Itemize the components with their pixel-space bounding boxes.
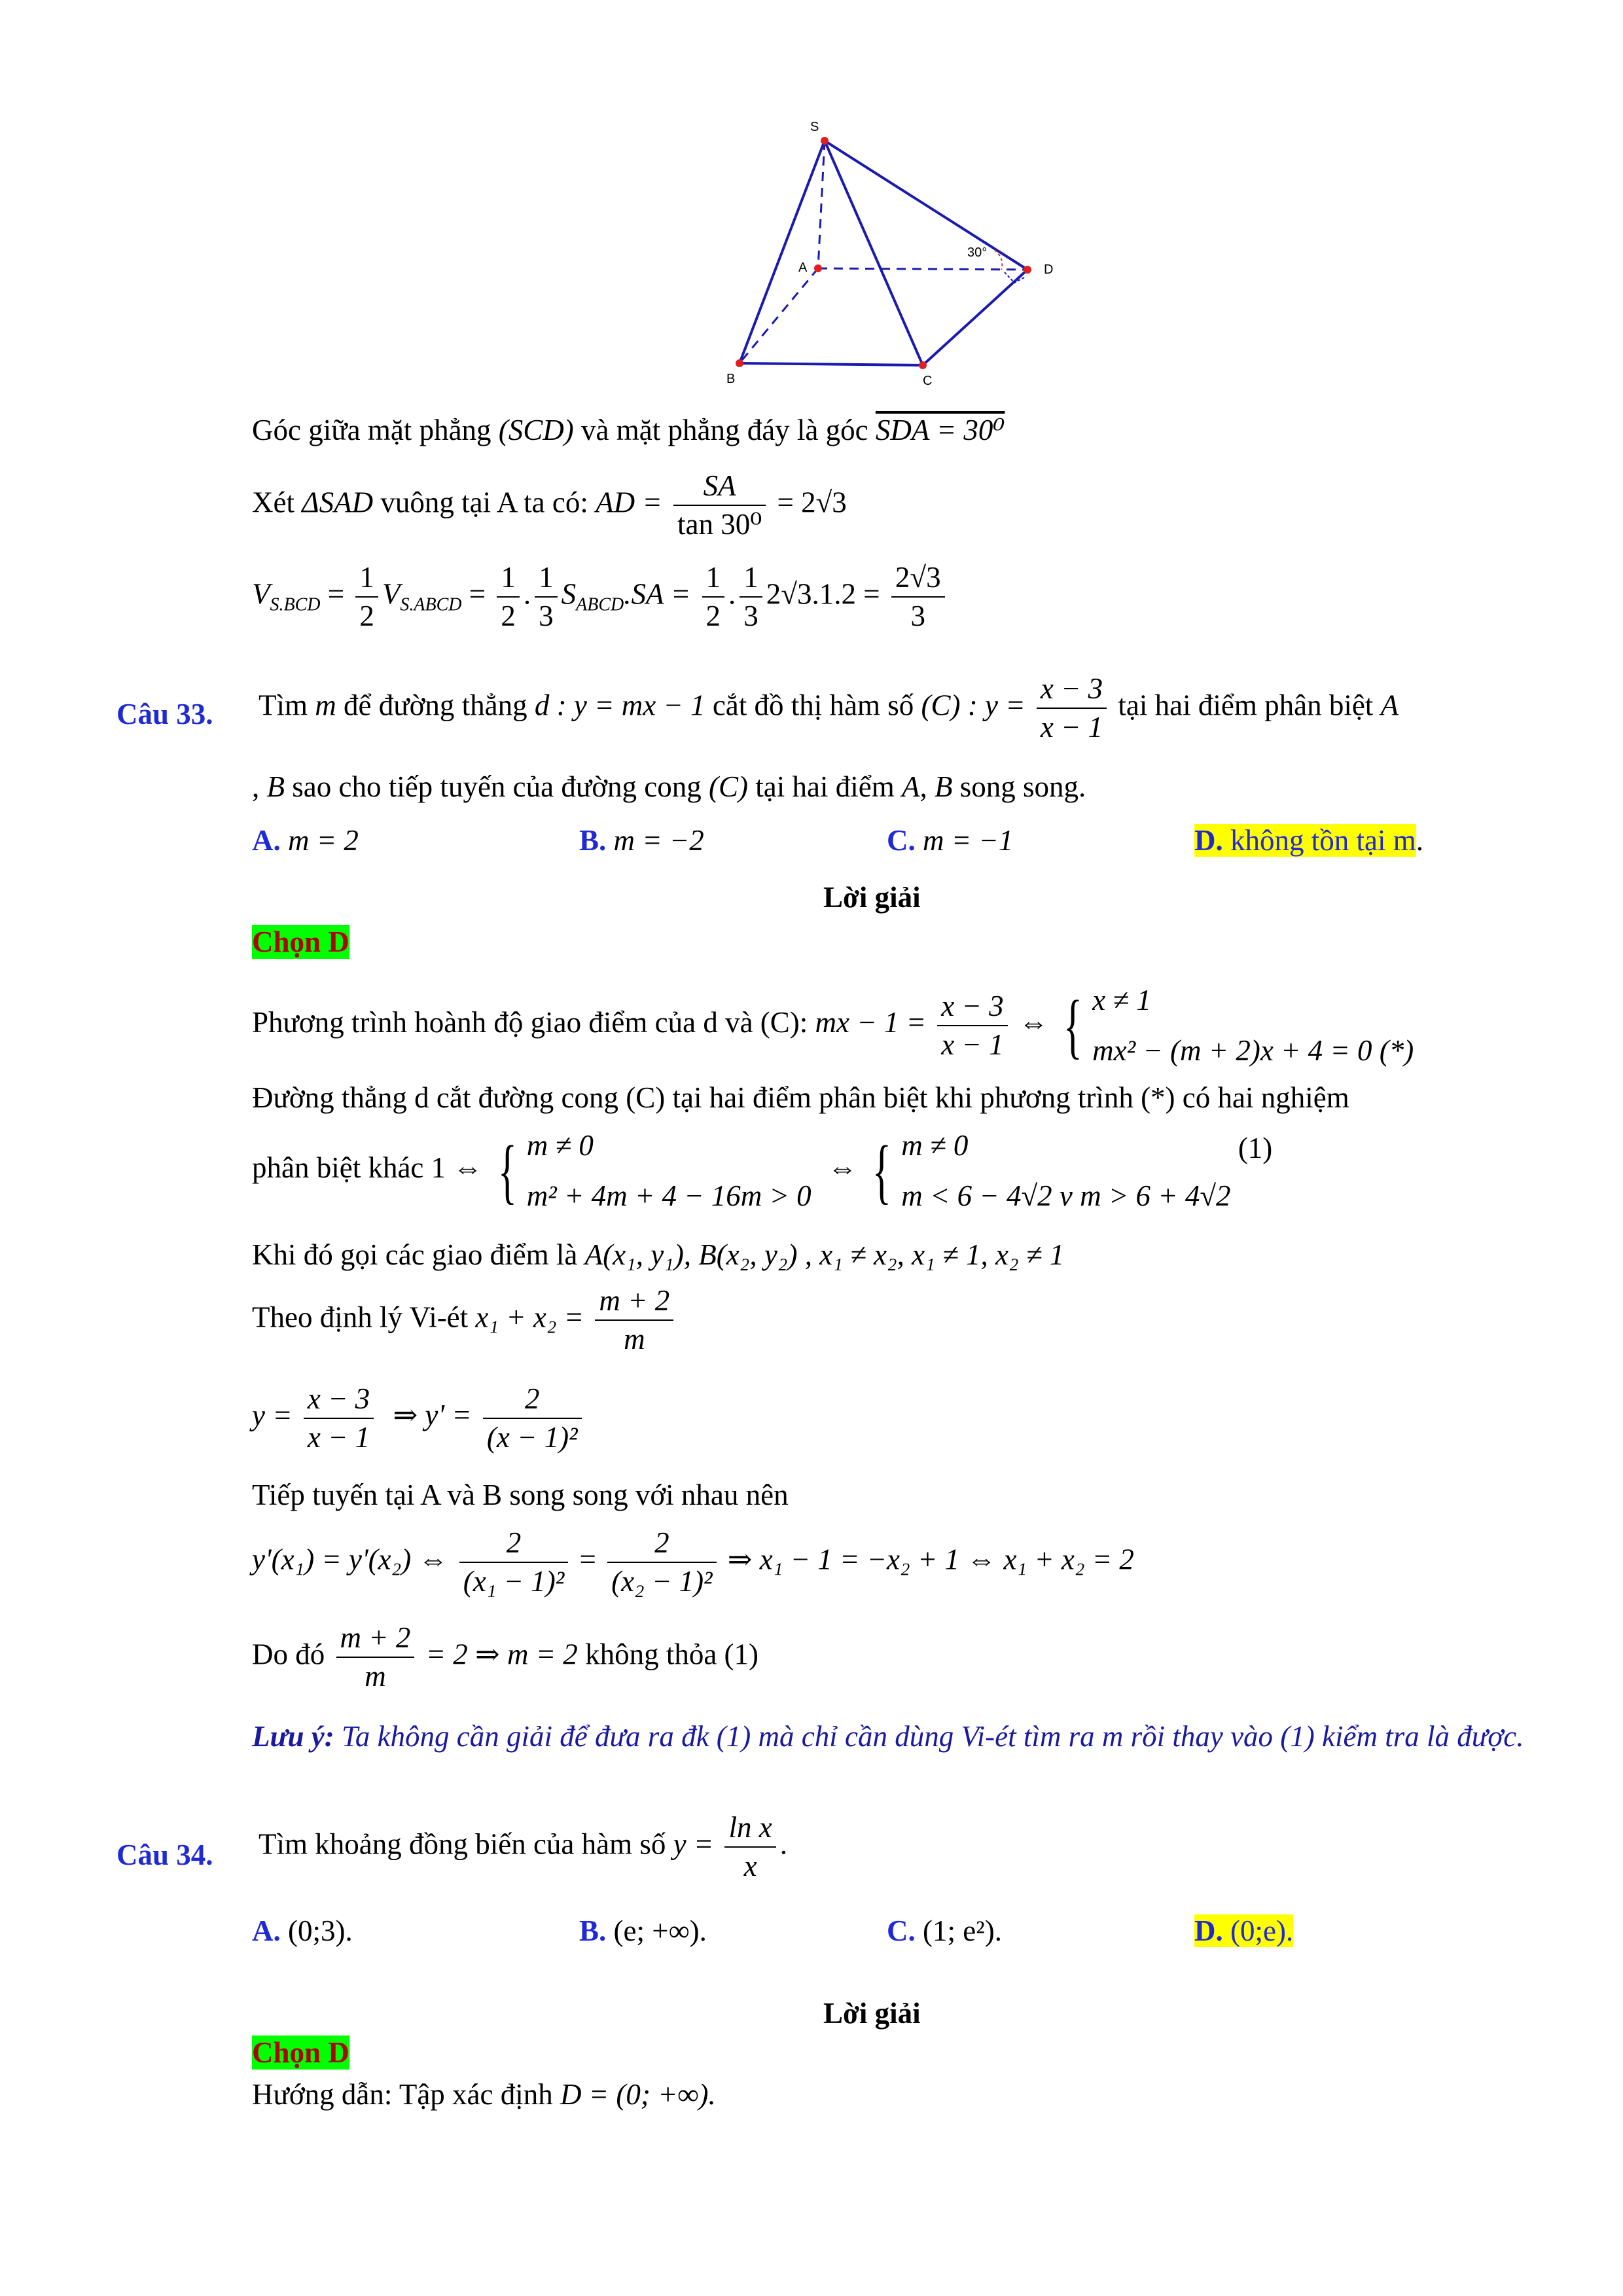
q33-step-3 <box>252 1121 1272 1221</box>
brace: { <box>1063 985 1083 1066</box>
math: S <box>561 577 577 611</box>
math: SDA = 30⁰ <box>875 414 1005 446</box>
text: sao cho tiếp tuyến của đường cong <box>292 770 702 803</box>
fraction <box>891 563 945 631</box>
text: song song. <box>959 770 1086 803</box>
math: (C) : y = <box>921 689 1026 722</box>
text: tại hai điểm <box>755 770 895 803</box>
num: 1 <box>740 563 762 598</box>
point-A <box>814 264 822 272</box>
den: 3 <box>539 600 554 632</box>
q34-answer-badge: Chọn D <box>252 2036 349 2069</box>
text: tại hai điểm phân biệt <box>1118 689 1374 722</box>
sys-row: m < 6 − 4√2 v m > 6 + 4√2 <box>901 1179 1231 1212</box>
fraction <box>459 1528 568 1596</box>
text: . <box>779 1827 787 1861</box>
question-34-number: Câu 34. <box>116 1839 213 1871</box>
fraction <box>673 471 766 539</box>
equation-tag: (1) <box>1238 1131 1273 1164</box>
sub: S.ABCD <box>400 594 462 615</box>
fraction <box>304 1384 374 1452</box>
option-value: m = 2 <box>288 824 359 857</box>
math: A, B <box>901 770 953 803</box>
fraction <box>702 563 725 631</box>
system <box>1092 975 1414 1075</box>
q33-option-c[interactable] <box>887 826 1013 855</box>
prev-line-1 <box>252 416 1005 445</box>
math: D = (0; +∞). <box>560 2078 716 2111</box>
edge-SC <box>825 141 923 365</box>
q33-option-d[interactable] <box>1194 826 1423 855</box>
sys-row: x ≠ 1 <box>1092 984 1151 1016</box>
q34-option-c[interactable] <box>887 1916 1002 1946</box>
q33-line-2 <box>252 772 1086 802</box>
math: ⇔ <box>453 1151 483 1184</box>
option-letter: B. <box>579 1914 607 1947</box>
math: ⇒ y' = <box>393 1399 472 1432</box>
den: 2 <box>705 600 721 632</box>
q34-line-1 <box>259 1813 787 1881</box>
math: = 2 ⇒ m = 2 <box>425 1638 578 1671</box>
fraction <box>355 563 378 631</box>
option-value: (1; e²). <box>923 1914 1002 1947</box>
prev-line-3 <box>252 563 949 631</box>
math: mx − 1 = <box>815 1005 926 1039</box>
math: ⇔ <box>1018 1005 1048 1039</box>
system <box>901 1121 1230 1221</box>
option-letter: C. <box>887 824 916 857</box>
q33-step-1 <box>252 975 1414 1075</box>
edge-SA <box>818 141 825 268</box>
num: 1 <box>535 563 558 598</box>
option-letter: A. <box>252 824 281 857</box>
edge-SB <box>740 141 825 363</box>
math: B <box>266 770 285 803</box>
num: x − 3 <box>304 1384 374 1419</box>
text: để đường thẳng <box>344 689 527 722</box>
option-value: (e; +∞). <box>613 1914 707 1947</box>
den: 3 <box>910 600 925 632</box>
note-label: Lưu ý: <box>252 1720 334 1753</box>
q33-step-6 <box>252 1384 586 1452</box>
brace: { <box>872 1130 892 1211</box>
pyramid-figure <box>707 118 1073 393</box>
q33-option-b[interactable] <box>579 826 704 855</box>
text: Theo định lý Vi-ét <box>252 1300 469 1334</box>
q34-option-a[interactable] <box>252 1916 353 1946</box>
text: phân biệt khác 1 <box>252 1151 446 1184</box>
math: . <box>728 577 736 611</box>
math: . <box>523 577 531 611</box>
den: x − 1 <box>1040 711 1103 744</box>
option-letter: C. <box>887 1914 916 1947</box>
math: y'(x₁) = y'(x₂) ⇔ <box>252 1543 448 1576</box>
den: x <box>743 1850 757 1882</box>
option-letter: A. <box>252 1914 281 1947</box>
math: = 2√3 <box>777 486 847 519</box>
num: 1 <box>497 563 520 598</box>
q33-step-8 <box>252 1528 1134 1596</box>
q33-option-a[interactable] <box>252 826 359 855</box>
math: V <box>382 577 401 611</box>
num: m + 2 <box>336 1623 415 1658</box>
den: (x₂ − 1)² <box>611 1565 713 1598</box>
q33-step-9 <box>252 1623 758 1691</box>
q34-option-b[interactable] <box>579 1916 707 1946</box>
point-C <box>919 361 927 369</box>
edge-CD <box>923 270 1027 365</box>
text: Phương trình hoành độ giao điểm của d và (C): <box>252 1005 808 1039</box>
den: (x − 1)² <box>486 1421 578 1454</box>
num: 2√3 <box>891 563 945 598</box>
q33-answer-badge: Chọn D <box>252 925 349 958</box>
q34-guide <box>252 2080 716 2109</box>
num: 2 <box>483 1384 582 1419</box>
sub: ABCD <box>576 594 624 615</box>
point-B <box>736 359 743 367</box>
option-value: (0;3). <box>288 1914 353 1947</box>
system <box>527 1121 812 1221</box>
sys-row: m ≠ 0 <box>526 1129 594 1162</box>
text: . <box>1416 824 1423 857</box>
num: x − 3 <box>937 992 1007 1026</box>
den: tan 30⁰ <box>677 508 762 541</box>
fraction <box>497 563 520 631</box>
q33-step-2: Đường thẳng d cắt đường cong (C) tại hai điểm phân biệt khi phương trình (*) có hai nghiệm <box>252 1081 1349 1114</box>
option-value: (0;e). <box>1230 1914 1294 1947</box>
text: vuông tại A ta có: <box>380 486 588 519</box>
option-value: m = −1 <box>923 824 1014 857</box>
text: , <box>252 770 260 803</box>
math: 2√3.1.2 = <box>766 577 880 611</box>
math: A(x₁, y₁), B(x₂, y₂) , x₁ ≠ x₂, x₁ ≠ 1, x₂ ≠ 1 <box>584 1238 1065 1271</box>
edge-SD <box>825 141 1027 270</box>
q33-step-4 <box>252 1240 1064 1270</box>
option-letter: D. <box>1194 1914 1223 1947</box>
num: x − 3 <box>1037 674 1107 709</box>
brace: { <box>497 1130 517 1211</box>
text: Khi đó gọi các giao điểm là <box>252 1238 578 1271</box>
label-C: C <box>923 374 933 388</box>
num: m + 2 <box>595 1286 673 1321</box>
sys-row: m ≠ 0 <box>901 1129 969 1162</box>
fraction <box>937 989 1007 1061</box>
note-text: Ta không cần giải để đưa ra đk (1) mà chỉ cần dùng Vi-ét tìm ra m rồi thay vào (1) kiểm tra là được. <box>341 1720 1524 1753</box>
math: = <box>327 577 345 611</box>
den: 2 <box>359 600 374 632</box>
num: 2 <box>607 1528 716 1563</box>
math: .SA = <box>624 577 691 611</box>
math: = <box>579 1543 596 1576</box>
fraction <box>607 1528 716 1596</box>
math: ⇔ <box>827 1151 857 1184</box>
text: cắt đồ thị hàm số <box>712 689 914 722</box>
question-33-number: Câu 33. <box>116 698 213 730</box>
math: x₁ + x₂ = <box>475 1300 584 1334</box>
text: Tìm khoảng đồng biến của hàm số <box>259 1827 666 1861</box>
math: y = <box>673 1827 714 1861</box>
math: A <box>1380 689 1399 722</box>
math: = <box>469 577 486 611</box>
text: Tìm <box>259 689 308 722</box>
fraction <box>1037 674 1107 742</box>
text: Xét <box>252 486 294 519</box>
den: m <box>624 1323 645 1355</box>
num: ln x <box>724 1813 776 1848</box>
label-B: B <box>726 372 736 386</box>
math: m <box>315 689 336 722</box>
fraction <box>595 1286 673 1354</box>
den: m <box>365 1660 386 1693</box>
q34-solution-heading: Lời giải <box>823 1997 921 2030</box>
num: 2 <box>459 1528 568 1563</box>
den: (x₁ − 1)² <box>463 1565 565 1598</box>
point-S <box>821 137 829 145</box>
num: 1 <box>355 563 378 598</box>
fraction <box>336 1623 415 1691</box>
edge-BC <box>740 363 923 365</box>
label-angle: 30° <box>967 245 988 260</box>
option-letter: D. <box>1194 824 1223 857</box>
option-letter: B. <box>579 824 607 857</box>
label-A: A <box>798 260 808 275</box>
math: (SCD) <box>498 414 574 446</box>
sys-row: m² + 4m + 4 − 16m > 0 <box>526 1179 812 1212</box>
text: và mặt phẳng đáy là góc <box>581 414 868 446</box>
edge-AB <box>740 268 818 363</box>
text: không thỏa (1) <box>585 1638 759 1671</box>
math: (C) <box>709 770 749 803</box>
den: x − 1 <box>307 1421 370 1454</box>
text: Góc giữa mặt phẳng <box>252 414 491 446</box>
num: SA <box>673 471 766 506</box>
prev-line-2 <box>252 471 847 539</box>
text: Hướng dẫn: Tập xác định <box>252 2078 553 2111</box>
fraction <box>483 1384 582 1452</box>
math: y = <box>252 1399 293 1432</box>
q33-note <box>252 1715 1623 1759</box>
q33-step-7: Tiếp tuyến tại A và B song song với nhau nên <box>252 1479 789 1511</box>
fraction <box>740 563 762 631</box>
label-S: S <box>810 120 819 134</box>
fraction <box>724 1813 776 1881</box>
q33-line-1 <box>259 674 1399 742</box>
edge-AD <box>818 268 1027 270</box>
math: d : y = mx − 1 <box>534 689 705 722</box>
label-D: D <box>1044 262 1054 277</box>
option-value: không tồn tại m <box>1230 824 1416 857</box>
text: Do đó <box>252 1638 325 1671</box>
option-value: m = −2 <box>613 824 704 857</box>
q33-step-5 <box>252 1286 677 1354</box>
num: 1 <box>702 563 725 598</box>
math: ΔSAD <box>302 486 374 519</box>
math: AD = <box>596 486 662 519</box>
sub: S.BCD <box>270 594 321 615</box>
den: 3 <box>743 600 758 632</box>
point-D <box>1024 266 1031 274</box>
sys-row: mx² − (m + 2)x + 4 = 0 (*) <box>1092 1033 1414 1067</box>
den: 2 <box>501 600 516 632</box>
q33-solution-heading: Lời giải <box>823 881 921 914</box>
den: x − 1 <box>941 1028 1004 1061</box>
math: ⇒ x₁ − 1 = −x₂ + 1 ⇔ x₁ + x₂ = 2 <box>727 1543 1134 1576</box>
q34-option-d[interactable] <box>1194 1916 1293 1946</box>
math: V <box>252 577 270 611</box>
fraction <box>535 563 558 631</box>
